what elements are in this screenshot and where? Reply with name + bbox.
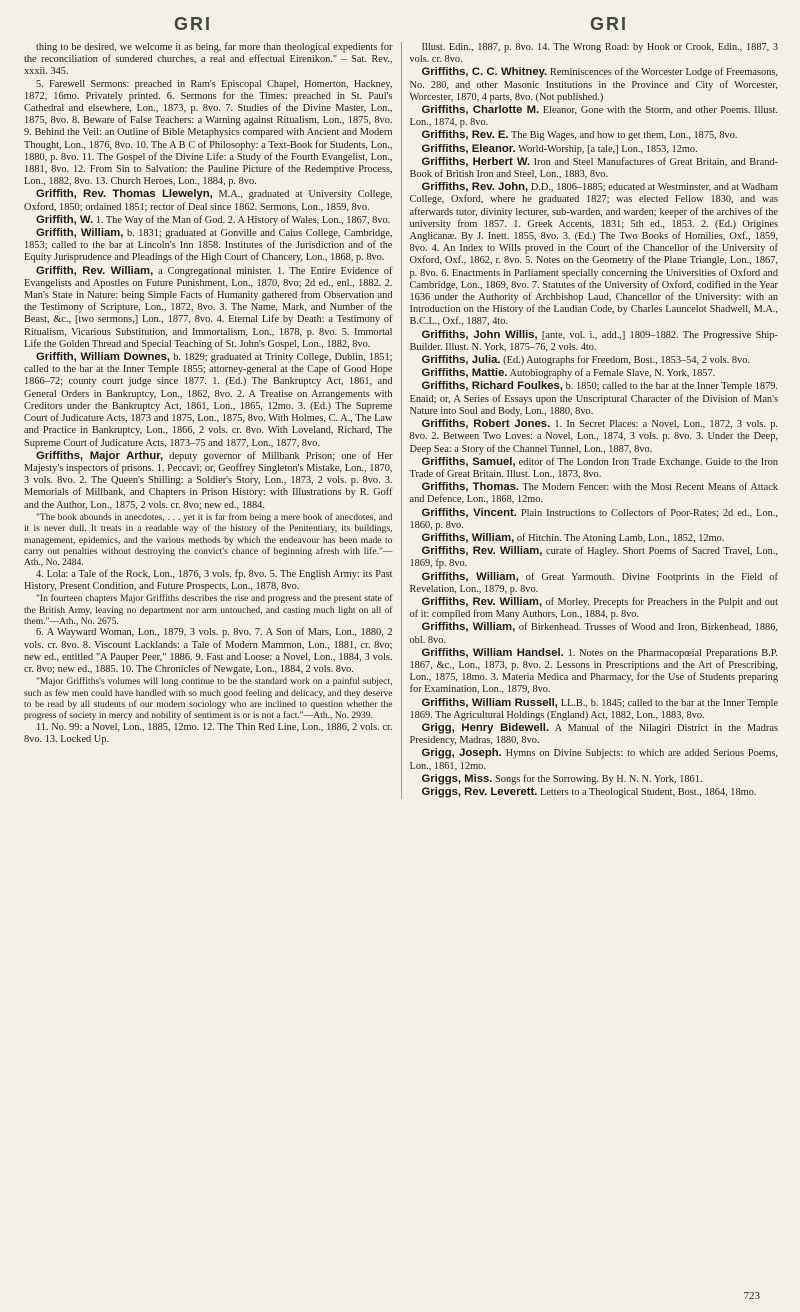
entry-text: thing to be desired, we welcome it as being, far more than theological expedients for the reconciliation of sundered churches, a real and effectual Eirenikon." – Sat. Rev., xxxii. 345. [24,42,393,78]
bibliography-entry [410,621,779,646]
entry-text: D.D., 1806–1885; educated at Westminster, and at Wadham College, Oxford, where he graduated 1827; was elected Fellow 1830, and was afterwards tutor, divinity lecturer, sub-warden, and warden; keeper of the archives of the university from 1857. 1. Greek Accents, 1831; 5th ed., 1853. 2. (Ed.) Origines Anglicanæ. By J. Inett. 1855, 8vo. 3. (Ed.) The Two Books of Homilies, Oxf., 1859, 8vo. 4. An Index to Wills proved in the Court of the Chancellor of the University of Oxford, Oxf., 1862, r. 8vo. 5. Notes on the Geometry of the Plane Triangle, Lon., 1867, p. 8vo. 6. Enactments in Parliament specially concerning the Universities of Oxford and Cambridge, Lon., 1869, 8vo. 7. Statutes of the University of Oxford, codified in the Year 1636 under the Authority of Archbishop Laud, Chancellor of the University: with an Introduction on the History of the Laudian Code, by Charles Launcelot Shadwell, M.A., B.C.L., Oxf., 1887, 4to. [409,182,778,328]
bibliography-entry [410,481,779,506]
entry-text: 6. A Wayward Woman, Lon., 1879, 3 vols. p. 8vo. 7. A Son of Mars, Lon., 1880, 2 vols. cr. 8vo. 8. Viscount Lacklands: a Tale of Modern Mammon, Lon., 1881, cr. 8vo; new ed., entitled "A Pauper Peer," 1886. 9. Fast and Loose: a Novel, Lon., 1884, 3 vols. cr. 8vo; new ed., 1885. 10. The Chronicles of Newgate, Lon., 1884, 2 vols. 8vo. [24,627,393,675]
running-head-right: GRI [589,14,628,34]
entry-heading: Griffiths, Herbert W. [421,155,531,168]
bibliography-entry [24,227,393,265]
entry-text: Illust. Edin., 1887, p. 8vo. 14. The Wrong Road: by Hook or Crook, Edin., 1887, 3 vols. cr. 8vo. [409,42,778,66]
entry-text: b. 1831; graduated at Gonville and Caius College, Cambridge, 1853; called to the bar at Lincoln's Inn 1858. Institutes of the Jurisdiction and of the Equity Jurisprudence and Pleadings of the High Court of Chancery, Lon., 1868, p. 8vo. [24,228,393,264]
bibliography-entry [24,79,393,189]
entry-text: "In fourteen chapters Major Griffiths describes the rise and progress and the present state of the British Army, leaving no department nor arm untouched, and casting much light on all of them."—Ath., No. 2675. [24,593,393,627]
right-column [401,42,779,799]
bibliography-entry [410,329,779,354]
entry-text: The Modern Fencer: with the Most Recent Means of Attack and Defence, Lon., 1868, 12mo. [409,482,778,506]
entry-text: Eleanor, Gone with the Storm, and other Poems. Illust. Lon., 1874, p. 8vo. [409,105,778,129]
bibliography-entry [24,351,393,450]
entry-text: Hymns on Divine Subjects: to which are added Serious Poems, Lon., 1861, 12mo. [409,748,778,772]
entry-heading: Griffiths, William Handsel. [421,646,564,659]
bibliography-entry [410,181,779,328]
entry-text: editor of The London Iron Trade Exchange. Guide to the Iron Trade of Great Britain. Illust. Lon., 1873, 8vo. [409,456,778,480]
entry-heading: Griffiths, Rev. William, [421,545,543,558]
entry-text: M.A., graduated at University College, Oxford, 1850; ordained 1851; rector of Deal since 1862. Sermons, Lon., 1859, 8vo. [24,189,393,213]
bibliography-entry [410,66,779,104]
bibliography-entry [410,143,779,156]
bibliography-entry [24,188,393,213]
bibliography-entry [24,722,393,746]
running-head [24,0,778,34]
entry-text: Songs for the Sorrowing. By H. N. N. York, 1861. [492,773,703,785]
entry-text: 4. Lola: a Tale of the Rock, Lon., 1876, 3 vols. fp. 8vo. 5. The English Army: its Past History, Present Condition, and Future Prospects, Lon., 1878, 8vo. [24,568,393,592]
entry-text: (Ed.) Autographs for Freedom, Bost., 1853–54, 2 vols. 8vo. [500,355,750,367]
entry-heading: Griffiths, William Russell, [421,696,558,709]
bibliography-entry [410,456,779,481]
bibliography-entry [410,722,779,747]
entry-heading: Griffiths, Thomas. [421,481,520,494]
bibliography-entry [410,532,779,545]
running-head-left: GRI [174,14,213,34]
entry-text: of Morley. Precepts for Preachers in the Pulpit and out of it: compiled from Many Authors, Lon., 1884, p. 8vo. [409,596,778,621]
entry-text: Reminiscences of the Worcester Lodge of Freemasons, No. 280, and other Masonic Institutions in the Province and City of Worcester, Worcester, 1870, 4 parts, 8vo. (Not published.) [409,67,779,103]
entry-text: Letters to a Theological Student, Bost., 1864, 18mo. [537,786,757,798]
bibliography-entry [24,569,393,593]
entry-text: "The book abounds in anecdotes, . . . yet it is far from being a mere book of anecdotes, and it is never dull. It treats in a readable way of the history of the Penitentiary, its buildings, management, epidemics, and the various methods by which the endeavour has been made to carry out penalties without destroying the convict's chance of beginning afresh with life."—Ath., No. 2484. [24,511,393,569]
entry-text: World-Worship, [a tale,] Lon., 1853, 12mo. [515,143,698,155]
bibliography-entry [410,507,779,532]
entry-heading: Griffiths, Eleanor. [421,142,516,155]
entry-heading: Griffiths, Richard Foulkes, [421,380,563,393]
entry-text: "Major Griffiths's volumes will long continue to be the standard work on a painful subject, such as few men could have handled with so much good feeling and delicacy, and they deserve to be read by all students of our modern sociology who are inclined to question whether the progress of society in mercy and nobility of sentiment is or is not a fact."—Ath., No. 2939. [24,676,393,722]
entry-text: A Manual of the Nilagiri District in the Madras Presidency, Madras, 1880, 8vo. [409,722,778,747]
review-quote [24,593,393,627]
entry-heading: Griffiths, William, [421,621,516,634]
entry-text: deputy governor of Millbank Prison; one of Her Majesty's inspectors of prisons. 1. Peccavi; or, Geoffrey Singleton's Mistake, Lon., 1870, 3 vols. 8vo. 2. The Queen's Shilling: a Soldier's Story, Lon., 1873, 2 vols. p. 8vo. 3. Memorials of Millbank, and Chapters in Prison History: with Illustrations by R. Goff and the Author, Lon., 1875, 2 vols. cr. 8vo; new ed., 1884. [24,450,393,511]
review-quote [24,512,393,569]
bibliography-entry [410,596,779,621]
entry-heading: Griggs, Rev. Leverett. [421,785,538,798]
entry-text: Plain Instructions to Collectors of Poor-Rates; 2d ed., Lon., 1860, p. 8vo. [409,507,778,531]
entry-heading: Griffiths, Vincent. [421,506,517,519]
entry-heading: Griffiths, William, [421,570,519,583]
entry-text: a Congregational minister. 1. The Entire Evidence of Evangelists and Apostles on Future Punishment, Lon., 1870, 8vo; 2d ed., enl., 1882. 2. Man's State in Nature: being Simple Facts of Humanity gathered from Observation and the Testimony of Scripture, Lon., 1872, 8vo. 3. The Name, Mark, and Number of the Beast, &c., [two sermons,] Lon., 1877, 8vo. 4. Eternal Life by Death: a Testimony of Ritualism, Vicarious Substitution, and Immortalism, Lon., 1878, p. 8vo. 5. Immortal Life the Golden Thread and Special Teaching of St. John's Gospel, Lon., 1882, 8vo. [24,265,393,350]
bibliography-entry [24,627,393,676]
entry-text: of Great Yarmouth. Divine Footprints in the Field of Revelation, Lon., 1879, p. 8vo. [409,571,778,595]
entry-heading: Griffiths, Rev. John, [421,181,529,194]
bibliography-entry [24,265,393,351]
entry-text: 1. Notes on the Pharmacopœial Preparations B.P. 1867, &c., Lon., 1873, p. 8vo. 2. Lessons in Prescriptions and the Art of Prescribing, Lon., 1875, 18mo. 3. Materia Medica and Pharmacy, for the Use of Students preparing for Examination, Lon., 1879, 8vo. [409,647,778,696]
bibliography-entry [24,450,393,512]
entry-heading: Griffiths, William, [421,531,515,544]
bibliography-entry [410,747,779,772]
bibliography-entry [410,773,779,786]
entry-heading: Griffith, William, [36,227,124,240]
entry-heading: Griffiths, Julia. [421,354,501,367]
entry-heading: Griffiths, Samuel, [421,455,516,468]
entry-text: The Big Wages, and how to get them, Lon., 1875, 8vo. [508,130,738,142]
entry-text: of Birkenhead. Trusses of Wood and Iron, Birkenhead, 1886, obl. 8vo. [409,622,778,646]
entry-text: Autobiography of a Female Slave, N. York, 1857. [507,368,716,380]
entry-heading: Griffiths, Rev. William, [421,595,543,608]
bibliography-entry [410,380,779,418]
entry-heading: Griffiths, C. C. Whitney. [421,66,548,79]
entry-text: 1. The Way of the Man of God. 2. A History of Wales, Lon., 1867, 8vo. [93,214,391,226]
entry-text: LL.B., b. 1845; called to the bar at the Inner Temple 1869. The Agricultural Holdings (England) Act, 1882, Lon., 1883, 8vo. [409,697,778,721]
entry-text: b. 1829; graduated at Trinity College, Dublin, 1851; called to the bar at the Inner Temple 1855; attorney-general at the Cape of Good Hope 1866–72; county court judge since 1877. 1. (Ed.) The Bankruptcy Act, 1861, and General Orders in Bankruptcy, Lon., 1862, 8vo. 2. A Treatise on Arrangements with Creditors under the Bankruptcy Act, 1861, Lon., 1865, 12mo. 3. (Ed.) The Supreme Court of Judicature Acts, 1873 and 1875, Lon., 1875, 8vo. With Holmes, C. A., The Law and Practice in Bankruptcy, Lon., 1866, 2 vols. cr. 8vo. With Loveland, Richard, The Supreme Court of Judicature Acts, 1873–75 and 1877, Lon., 1877, 8vo. [24,352,393,449]
entry-heading: Griffiths, Mattie. [421,367,508,380]
bibliography-entry [410,571,779,596]
bibliography-entry [410,104,779,129]
bibliography-entry [410,354,779,367]
bibliography-entry [410,42,779,66]
entry-text: Iron and Steel Manufactures of Great Britain, and Brand-Book of British Iron and Steel, Lon., 1883, 8vo. [409,156,778,181]
entry-heading: Grigg, Joseph. [421,747,502,760]
entry-text: 1. In Secret Places: a Novel, Lon., 1872, 3 vols. p. 8vo. 2. Between Two Loves: a Novel, Lon., 1874, 3 vols. p. 8vo. 3. Under the Deep, Deep Sea: a Story of the Channel Tunnel, Lon., 1887, 8vo. [409,419,778,455]
page-number: 723 [743,1290,760,1302]
bibliography-entry [410,418,779,456]
bibliography-entry [410,545,779,570]
entry-heading: Griffith, Rev. Thomas Llewelyn, [36,188,213,201]
review-quote [24,676,393,722]
bibliography-entry [410,786,779,799]
entry-heading: Griffiths, Major Arthur, [36,449,164,462]
entry-heading: Griffiths, John Willis, [421,328,538,341]
bibliography-entry [410,129,779,142]
bibliography-entry [24,42,393,79]
entry-text: of Hitchin. The Atoning Lamb, Lon., 1852, 12mo. [514,532,725,544]
entry-heading: Griffith, W. [36,213,94,226]
entry-heading: Griffiths, Rev. E. [421,129,509,142]
entry-heading: Griggs, Miss. [421,772,493,785]
entry-text: curate of Hagley. Short Poems of Sacred Travel, Lon., 1869, fp. 8vo. [409,546,778,570]
entry-text: 11. No. 99: a Novel, Lon., 1885, 12mo. 12. The Thin Red Line, Lon., 1886, 2 vols. cr. 8vo. 13. Locked Up. [24,721,393,746]
bibliography-entry [24,214,393,227]
left-column [24,42,401,799]
entry-heading: Griffith, Rev. William, [36,264,154,277]
entry-heading: Grigg, Henry Bidewell. [421,721,550,734]
entry-heading: Griffiths, Robert Jones. [421,418,551,431]
bibliography-entry [410,156,779,181]
entry-heading: Griffiths, Charlotte M. [421,104,540,117]
entry-text: b. 1850; called to the bar at the Inner Temple 1879. Enaid; or, A Series of Essays upon the Unscriptural Character of the Division of Man's Nature into Soul and Body, Lon., 1880, 8vo. [409,381,779,417]
columns [24,42,778,799]
entry-text: [ante, vol. i., add.,] 1809–1882. The Progressive Ship-Builder. Illust. N. York, 1875–76, 2 vols. 4to. [409,329,778,353]
bibliography-entry [410,697,779,722]
entry-heading: Griffith, William Downes, [36,351,171,364]
entry-text: 5. Farewell Sermons: preached in Ram's Episcopal Chapel, Homerton, Hackney, 1872, 16mo. Privately printed. 6. Sermons for the Times: preached in St. Paul's Cathedral and elsewhere, Lon., 1873, p. 8vo. 7. Studies of the Divine Master, Lon., 1875, 8vo. 8. Beware of False Teachers: a Warning against Ritualism, Lon., 1875, 8vo. 9. Behind the Veil: an Outline of Bible Metaphysics compared with Ancient and Modern Thought, Lon., 1876, 8vo. 10. The A B C of Philosophy: a Text-Book for Students, Lon., 1880, p. 8vo. 11. The Gospel of the Divine Life: a Study of the Fourth Evangelist, Lon., 1881, 8vo. 12. From Sin to Salvation: the Pauline Picture of the Redemptive Process, Lon., 1882, 8vo. 13. Church Heroes, Lon., 1884, p. 8vo. [24,78,393,188]
bibliography-entry [410,647,779,697]
bibliography-entry [410,367,779,380]
